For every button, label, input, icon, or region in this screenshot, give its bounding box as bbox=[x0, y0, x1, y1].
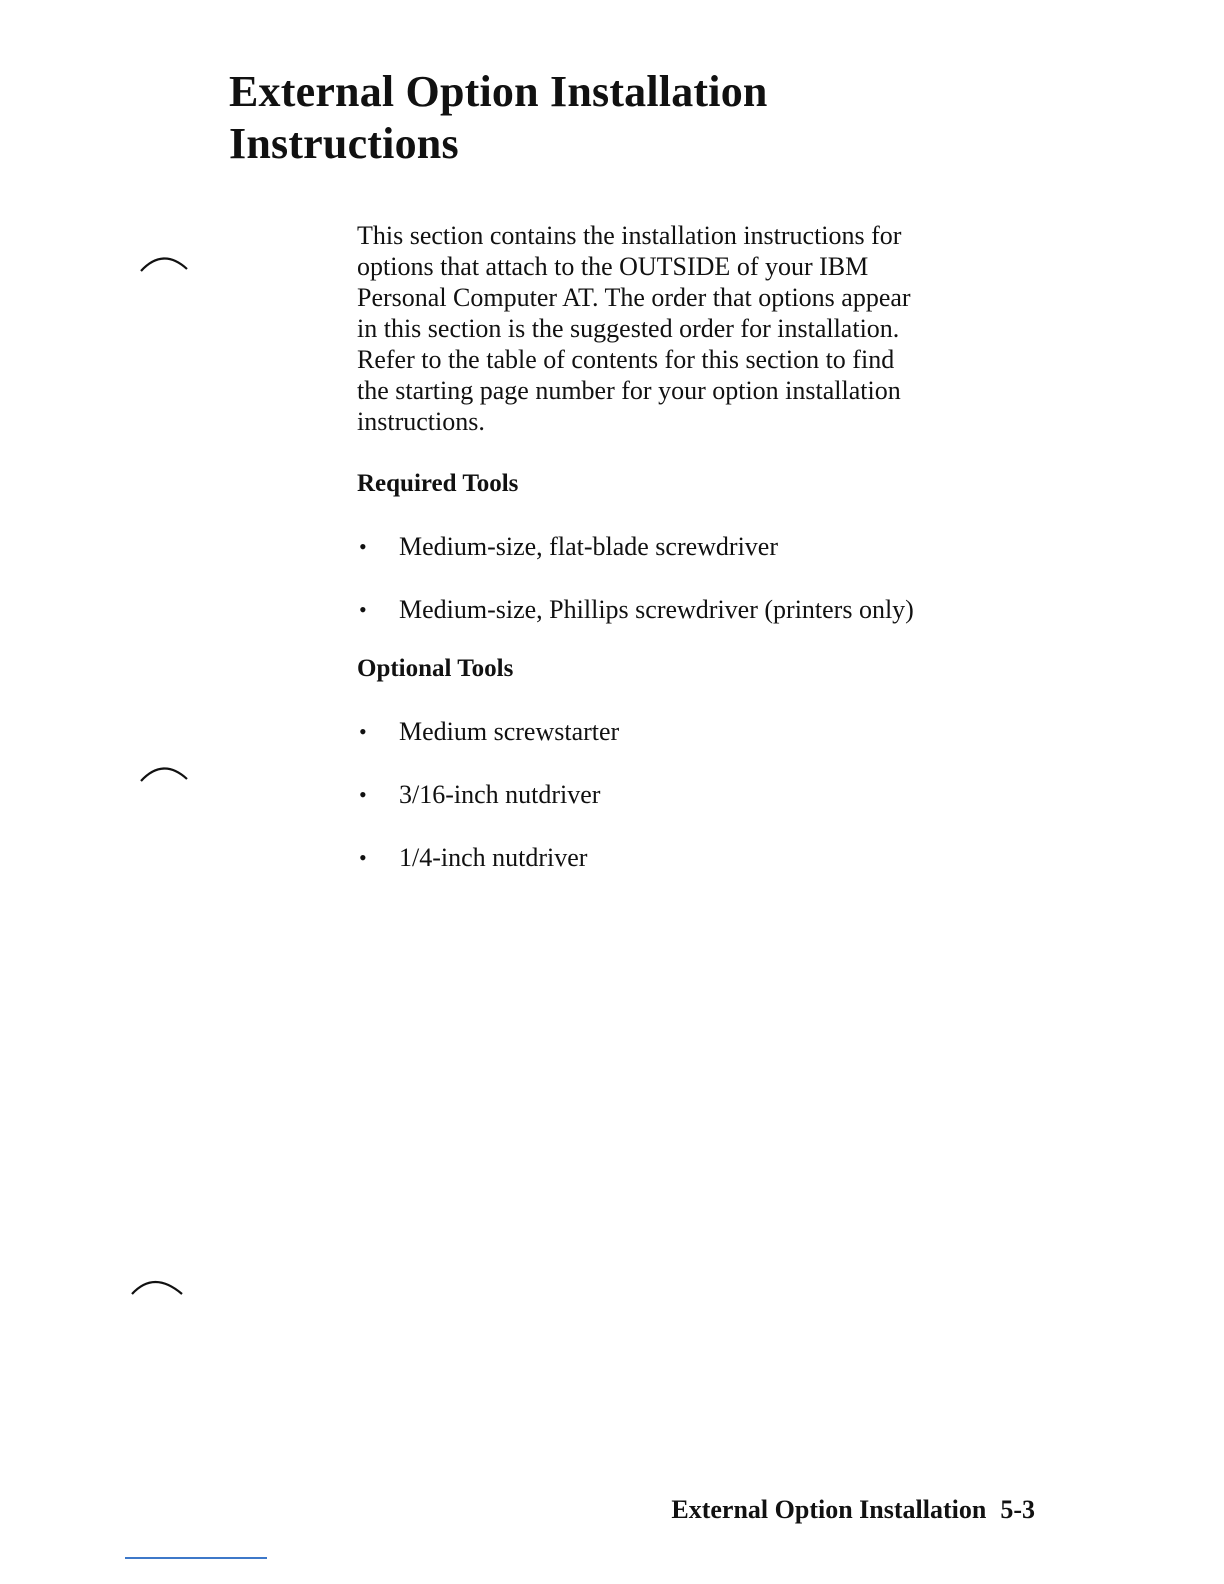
intro-line: in this section is the suggested order for installation. bbox=[357, 314, 900, 343]
page-title bbox=[229, 66, 929, 170]
bottom-rule bbox=[125, 1557, 267, 1559]
page-title-line-2: Instructions bbox=[229, 119, 459, 168]
intro-line: instructions. bbox=[357, 407, 485, 436]
tool-name: Medium screwstarter bbox=[399, 717, 620, 746]
bullet-icon: • bbox=[359, 845, 367, 870]
bullet-icon: • bbox=[359, 597, 367, 622]
binder-hole-mark-icon bbox=[128, 1270, 188, 1300]
required-tools-list bbox=[357, 531, 1057, 625]
page-title-line-1: External Option Installation bbox=[229, 67, 768, 116]
optional-tools-heading: Optional Tools bbox=[357, 655, 514, 682]
required-tools-heading: Required Tools bbox=[357, 470, 519, 497]
content-body bbox=[357, 220, 1057, 873]
list-item bbox=[357, 594, 1057, 625]
intro-line: Personal Computer AT. The order that options appear bbox=[357, 283, 911, 312]
intro-paragraph bbox=[357, 220, 1057, 437]
intro-line: options that attach to the OUTSIDE of your IBM bbox=[357, 252, 869, 281]
list-item bbox=[357, 842, 1057, 873]
intro-line: This section contains the installation instructions for bbox=[357, 221, 902, 250]
tool-name: Medium-size, Phillips screwdriver (printers only) bbox=[399, 595, 914, 624]
list-item bbox=[357, 716, 1057, 747]
optional-tools-list bbox=[357, 716, 1057, 873]
tool-name: 1/4-inch nutdriver bbox=[399, 843, 588, 872]
bullet-icon: • bbox=[359, 782, 367, 807]
intro-line: the starting page number for your option installation bbox=[357, 376, 901, 405]
tool-name: Medium-size, flat-blade screwdriver bbox=[399, 532, 779, 561]
binder-hole-mark-icon bbox=[137, 247, 197, 277]
bullet-icon: • bbox=[359, 534, 367, 559]
intro-line: Refer to the table of contents for this section to find bbox=[357, 345, 895, 374]
tool-name: 3/16-inch nutdriver bbox=[399, 780, 601, 809]
footer-section-title: External Option Installation bbox=[671, 1495, 987, 1524]
list-item bbox=[357, 531, 1057, 562]
bullet-icon: • bbox=[359, 719, 367, 744]
page-footer bbox=[671, 1494, 1035, 1526]
binder-hole-mark-icon bbox=[137, 757, 197, 787]
page-number: 5-3 bbox=[1000, 1495, 1035, 1524]
list-item bbox=[357, 779, 1057, 810]
